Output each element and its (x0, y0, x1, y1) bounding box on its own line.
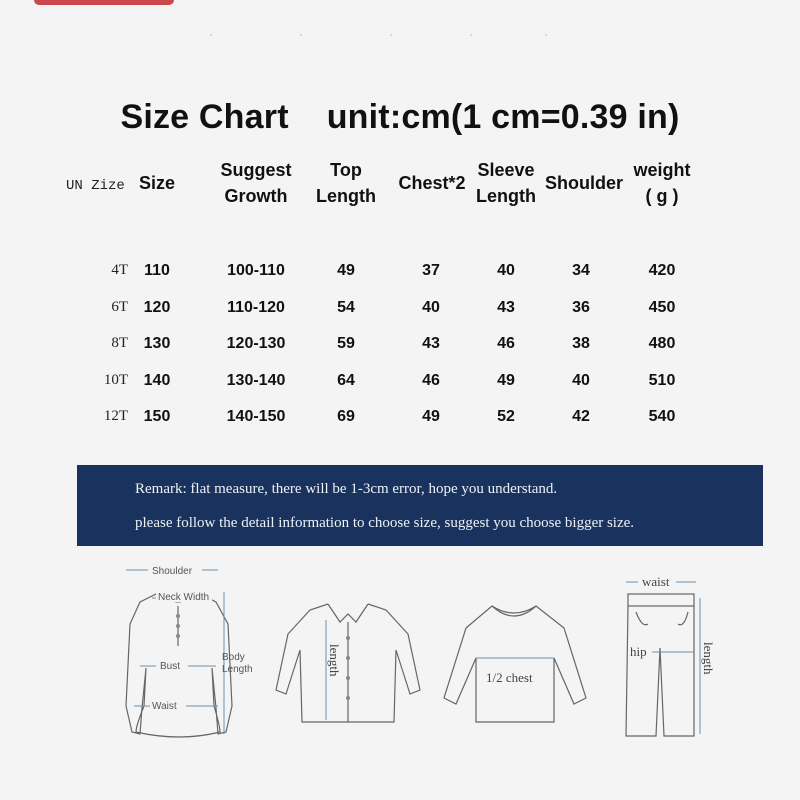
row-weight: 420 (648, 262, 676, 279)
header-sleeve-line1: Sleeve (477, 160, 535, 180)
header-top-length (310, 157, 382, 209)
header-suggest-growth (210, 157, 302, 209)
row-sleeve: 40 (497, 262, 515, 279)
row-un-size: 6T (111, 299, 128, 315)
row-size: 110 (144, 262, 170, 279)
row-top-length: 64 (337, 372, 355, 389)
header-weight (628, 157, 696, 209)
row-shoulder: 36 (572, 299, 590, 316)
row-top-length: 69 (337, 408, 355, 425)
row-un-size: 8T (111, 335, 128, 351)
row-growth: 110-120 (227, 299, 285, 316)
row-sleeve: 46 (497, 335, 515, 352)
sweater-chest-label: 1/2 chest (486, 670, 533, 685)
shirt-length-label: length (327, 644, 342, 677)
header-size: Size (138, 173, 176, 193)
row-sleeve: 49 (497, 372, 515, 389)
dress-neck-label: Neck Width (158, 592, 210, 603)
dress-shoulder-label: Shoulder (152, 566, 193, 577)
row-shoulder: 34 (572, 262, 590, 279)
row-un-size: 4T (111, 262, 128, 278)
row-growth: 120-130 (226, 335, 286, 352)
row-un-size: 10T (103, 372, 128, 388)
row-shoulder: 40 (572, 372, 590, 389)
dress-diagram (100, 556, 260, 746)
row-weight: 480 (648, 335, 676, 352)
corner-ribbon (34, 0, 174, 5)
title-text: Size Chart (120, 98, 289, 136)
header-weight-line1: weight (633, 160, 691, 180)
row-weight: 450 (648, 299, 676, 316)
dress-length-label: Length (222, 664, 253, 675)
dress-bust-label: Bust (160, 661, 181, 672)
sweater-diagram (436, 598, 596, 738)
row-un-size: 12T (103, 408, 128, 424)
header-chest: Chest*2 (398, 173, 466, 193)
row-weight: 540 (648, 408, 676, 425)
header-weight-line2: ( g ) (645, 186, 679, 206)
header-top-line1: Top (330, 160, 362, 180)
pants-waist-label: waist (642, 574, 670, 589)
row-size: 120 (143, 299, 171, 316)
page-title (0, 98, 800, 137)
remark-line-2: please follow the detail information to choose size, suggest you choose bigger size. (135, 515, 635, 531)
header-shoulder: Shoulder (544, 173, 623, 193)
unit-text: unit:cm(1 cm=0.39 in) (326, 98, 680, 136)
row-shoulder: 42 (572, 408, 590, 425)
remark-line-1: Remark: flat measure, there will be 1-3cm error, hope you understand. (135, 481, 558, 497)
shirt-diagram (270, 594, 430, 734)
row-growth: 130-140 (226, 372, 286, 389)
remark-banner (77, 465, 763, 546)
row-chest: 40 (422, 299, 440, 316)
row-top-length: 49 (337, 262, 355, 279)
header-un-size: UN Zize (66, 178, 125, 194)
row-chest: 46 (422, 372, 440, 389)
row-shoulder: 38 (572, 335, 590, 352)
header-suggest-line2: Growth (224, 186, 288, 206)
top-divider (0, 34, 800, 36)
row-size: 130 (143, 335, 171, 352)
pants-length-label: length (701, 642, 716, 675)
pants-diagram (608, 568, 718, 744)
row-chest: 49 (422, 408, 440, 425)
row-sleeve: 43 (497, 299, 515, 316)
dress-waist-label: Waist (152, 701, 177, 712)
header-top-line2: Length (316, 186, 376, 206)
row-chest: 37 (422, 262, 440, 279)
dress-body-label: Body (222, 652, 245, 663)
row-sleeve: 52 (497, 408, 515, 425)
row-top-length: 59 (337, 335, 355, 352)
row-growth: 100-110 (227, 262, 285, 279)
header-suggest-line1: Suggest (220, 160, 292, 180)
row-size: 150 (143, 408, 171, 425)
row-growth: 140-150 (226, 408, 286, 425)
header-sleeve-length (470, 157, 542, 209)
header-sleeve-line2: Length (476, 186, 536, 206)
pants-hip-label: hip (630, 644, 647, 659)
row-top-length: 54 (337, 299, 355, 316)
row-size: 140 (143, 372, 171, 389)
row-chest: 43 (422, 335, 440, 352)
row-weight: 510 (648, 372, 676, 389)
